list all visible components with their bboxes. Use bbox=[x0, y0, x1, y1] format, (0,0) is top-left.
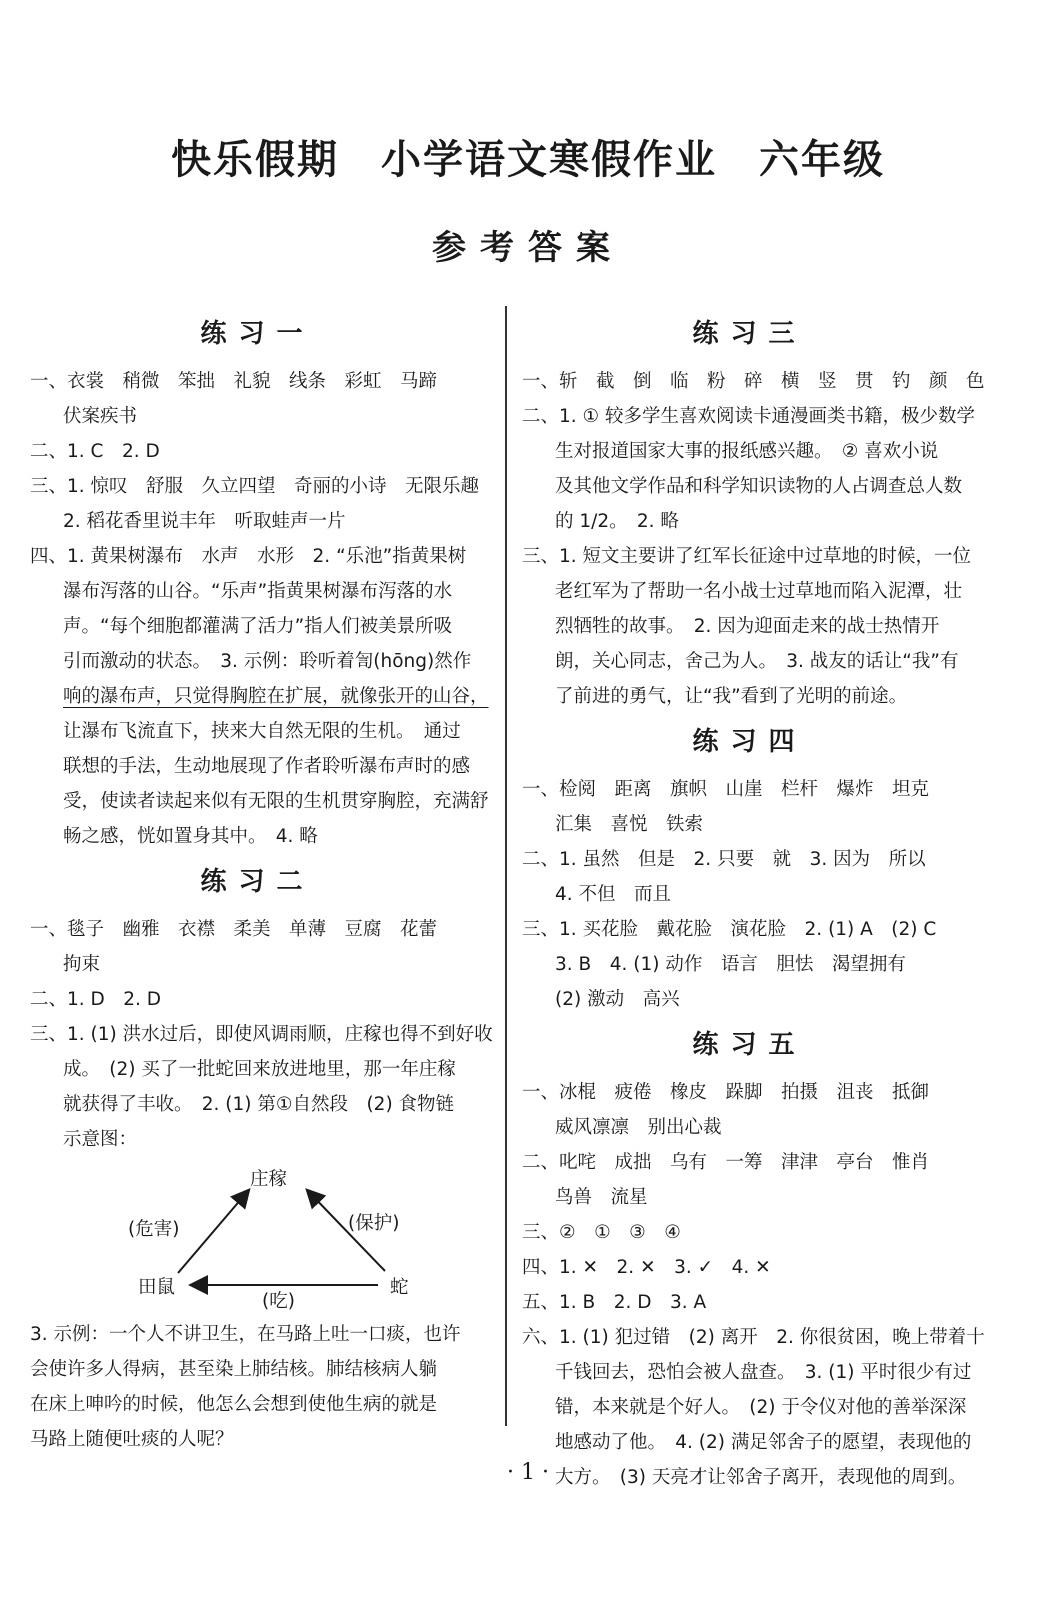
answer-line: 3. B 4. (1) 动作 语言 胆怯 渴望拥有 bbox=[555, 954, 906, 975]
exercise-5-title: 练习五 bbox=[692, 1030, 807, 1060]
answer-line: 一、斩 截 倒 临 粉 碎 横 竖 贯 钓 颜 色 bbox=[522, 371, 985, 392]
answer-line: 朗，关心同志，舍己为人。 3. 战友的话让“我”有 bbox=[555, 651, 959, 672]
answer-line: 成。 (2) 买了一批蛇回来放进地里，那一年庄稼 bbox=[63, 1059, 456, 1080]
answer-line: 一、毯子 幽雅 衣襟 柔美 单薄 豆腐 花蕾 bbox=[30, 919, 438, 940]
arrow-left-edge bbox=[178, 1191, 248, 1273]
answer-line: 会使许多人得病，甚至染上肺结核。肺结核病人躺 bbox=[30, 1359, 438, 1380]
answer-line: 错，本来就是个好人。 (2) 于令仪对他的善举深深 bbox=[555, 1397, 967, 1418]
answer-line: 五、1. B 2. D 3. A bbox=[522, 1292, 707, 1313]
answer-line: 马路上随便吐痰的人呢？ bbox=[30, 1429, 234, 1450]
answer-line: 一、检阅 距离 旗帜 山崖 栏杆 爆炸 坦克 bbox=[522, 779, 930, 800]
answer-line: 三、1. 短文主要讲了红军长征途中过草地的时候，一位 bbox=[522, 546, 972, 567]
answer-line: 声。“每个细胞都灌满了活力”指人们被美景所吸 bbox=[63, 616, 453, 637]
exercise-1-title: 练习一 bbox=[200, 319, 315, 349]
answer-line: 地感动了他。 4. (2) 满足邻舍子的愿望，表现他的 bbox=[555, 1432, 972, 1453]
column-divider bbox=[505, 306, 507, 1426]
answer-line: 4. 不但 而且 bbox=[555, 884, 672, 905]
answer-line: 了前进的勇气，让“我”看到了光明的前途。 bbox=[555, 686, 908, 707]
answer-line: 二、叱咤 成拙 乌有 一筹 津津 亭台 惟肖 bbox=[522, 1152, 930, 1173]
right-column bbox=[522, 306, 985, 1495]
answer-line: 引而激动的状态。 3. 示例：聆听着訇(hōng)然作 bbox=[63, 651, 472, 672]
answer-line: (2) 激动 高兴 bbox=[555, 989, 680, 1010]
answer-line: 让瀑布飞流直下，挟来大自然无限的生机。 通过 bbox=[63, 721, 461, 742]
answer-line: 一、衣裳 稍微 笨拙 礼貌 线条 彩虹 马蹄 bbox=[30, 371, 438, 392]
exercise-3-title: 练习三 bbox=[692, 319, 807, 349]
answer-line: 联想的手法，生动地展现了作者聆听瀑布声时的感 bbox=[63, 756, 471, 777]
answer-line: 及其他文学作品和科学知识读物的人占调查总人数 bbox=[555, 476, 963, 497]
answer-line: 老红军为了帮助一名小战士过草地而陷入泥潭，壮 bbox=[555, 581, 963, 602]
answer-line: 三、② ① ③ ④ bbox=[522, 1222, 681, 1243]
answer-line: 大方。 (3) 天亮才让邻舍子离开，表现他的周到。 bbox=[555, 1467, 967, 1488]
answer-line: 威风凛凛 别出心裁 bbox=[555, 1117, 722, 1138]
page-title: 快乐假期 小学语文寒假作业 六年级 bbox=[171, 136, 885, 183]
answer-line: 生对报道国家大事的报纸感兴趣。 ② 喜欢小说 bbox=[555, 441, 939, 462]
answer-line: 一、冰棍 疲倦 橡皮 跺脚 拍摄 沮丧 抵御 bbox=[522, 1082, 930, 1103]
answer-line: 拘束 bbox=[63, 954, 101, 975]
answer-line: 畅之感，恍如置身其中。 4. 略 bbox=[63, 826, 318, 847]
answer-line: 三、1. (1) 洪水过后，即使风调雨顺，庄稼也得不到好收 bbox=[30, 1024, 493, 1045]
answer-line: 汇集 喜悦 铁索 bbox=[555, 814, 704, 835]
edge-label-protect: (保护) bbox=[348, 1213, 400, 1234]
answer-line: 二、1. ① 较多学生喜欢阅读卡通漫画类书籍，极少数学 bbox=[522, 406, 975, 427]
page-number: · 1 · bbox=[507, 1460, 549, 1485]
edge-label-eat: (吃) bbox=[262, 1291, 295, 1312]
answer-line: 就获得了丰收。 2. (1) 第①自然段 (2) 食物链 bbox=[63, 1094, 455, 1115]
answer-line: 伏案疾书 bbox=[63, 406, 138, 427]
exercise-2-title: 练习二 bbox=[200, 867, 315, 897]
answer-line: 的 1/2。 2. 略 bbox=[555, 511, 679, 532]
food-chain-diagram bbox=[30, 1161, 485, 1311]
edge-label-harm: (危害) bbox=[128, 1219, 180, 1240]
exercise-4-title: 练习四 bbox=[692, 727, 807, 757]
answer-line: 烈牺牲的故事。 2. 因为迎面走来的战士热情开 bbox=[555, 616, 940, 637]
answer-line: 千钱回去，恐怕会被人盘查。 3. (1) 平时很少有过 bbox=[555, 1362, 972, 1383]
answer-line: 六、1. (1) 犯过错 (2) 离开 2. 你很贫困，晚上带着十 bbox=[522, 1327, 985, 1348]
left-column bbox=[30, 306, 493, 1457]
answer-line: 二、1. 虽然 但是 2. 只要 就 3. 因为 所以 bbox=[522, 849, 926, 870]
answer-line: 四、1. 黄果树瀑布 水声 水形 2. “乐池”指黄果树 bbox=[30, 546, 467, 567]
answer-line: 2. 稻花香里说丰年 听取蛙声一片 bbox=[63, 511, 346, 532]
answer-line: 瀑布泻落的山谷。“乐声”指黄果树瀑布泻落的水 bbox=[63, 581, 453, 602]
answer-line: 四、1. ✕ 2. ✕ 3. ✓ 4. ✕ bbox=[522, 1257, 771, 1278]
node-crops: 庄稼 bbox=[250, 1169, 288, 1190]
answers-heading: 参考答案 bbox=[432, 228, 624, 268]
answer-line: 在床上呻吟的时候，他怎么会想到使他生病的就是 bbox=[30, 1394, 438, 1415]
answer-line: 三、1. 惊叹 舒服 久立四望 奇丽的小诗 无限乐趣 bbox=[30, 476, 480, 497]
answer-line: 鸟兽 流星 bbox=[555, 1187, 648, 1208]
answer-line: 3. 示例：一个人不讲卫生，在马路上吐一口痰，也许 bbox=[30, 1324, 461, 1345]
answer-line: 响的瀑布声，只觉得胸腔在扩展，就像张开的山谷， bbox=[63, 686, 489, 707]
answer-line: 二、1. D 2. D bbox=[30, 989, 162, 1010]
answer-line: 受，使读者读起来似有无限的生机贯穿胸腔，充满舒 bbox=[63, 791, 489, 812]
node-snake: 蛇 bbox=[390, 1277, 409, 1298]
answer-line: 三、1. 买花脸 戴花脸 演花脸 2. (1) A (2) C bbox=[522, 919, 937, 940]
node-field-mouse: 田鼠 bbox=[138, 1277, 176, 1298]
answer-line: 二、1. C 2. D bbox=[30, 441, 160, 462]
answer-line: 示意图： bbox=[63, 1129, 138, 1150]
